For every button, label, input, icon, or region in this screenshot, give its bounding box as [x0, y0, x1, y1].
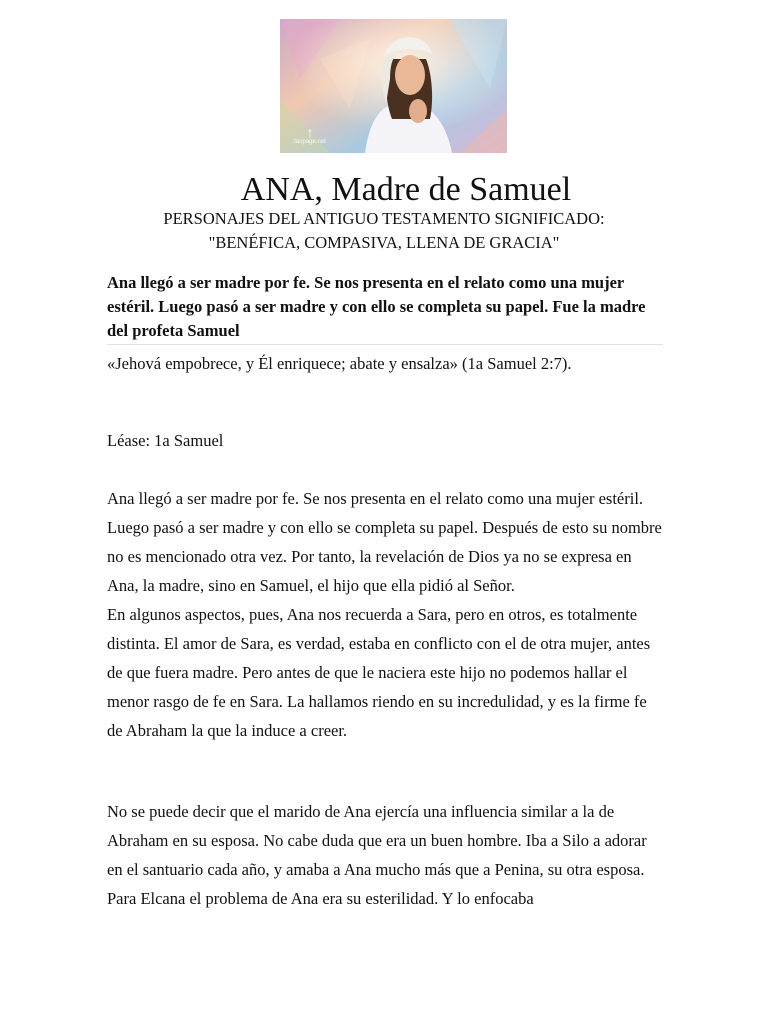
subtitle-line-2: "BENÉFICA, COMPASIVA, LLENA DE GRACIA" [208, 233, 560, 252]
arrow-up-icon: ↑ [306, 124, 314, 140]
paragraph-sara: En algunos aspectos, pues, Ana nos recuerda a Sara, pero en otros, es totalmente distinta. El amor de Sara, es verdad, estaba en conflicto con el de otra mujer, antes de que fuera madre. Pero antes de que le naciera este hijo no podemos hallar el menor rasgo de fe en Sara. La hallamos riendo en su incredulidad, y es la firme fe de Abraham la que la induce a creer. [107, 605, 651, 740]
bible-quote: «Jehová empobrece, y Él enriquece; abate y ensalza» (1a Samuel 2:7). [107, 354, 572, 373]
page-title: ANA, Madre de Samuel [240, 171, 572, 208]
divider [107, 344, 663, 345]
reading-reference: Léase: 1a Samuel [107, 431, 224, 450]
body-paragraph-2: No se puede decir que el marido de Ana ejercía una influencia similar a la de Abraham en su esposa. No cabe duda que era un buen hombre. Iba a Silo a adorar en el santuario cada año, y amaba a Ana mucho más que a Penina, su otra esposa. Para Elcana el problema de Ana era su esterilidad. Y lo enfocaba [107, 802, 647, 908]
watermark: ↑ fanpage.net [290, 125, 330, 145]
paragraph-ana: Ana llegó a ser madre por fe. Se nos presenta en el relato como una mujer estéril. Luego pasó a ser madre y con ello se completa su papel. Después de esto su nombre no es mencionado otra vez. Por tanto, la revelación de Dios ya no se expresa en Ana, la madre, sino en Samuel, el hijo que ella pidió al Señor. [107, 489, 662, 595]
subtitle-line-1: PERSONAJES DEL ANTIGUO TESTAMENTO SIGNIFICADO: [163, 209, 605, 228]
body-paragraph-1 [107, 484, 663, 745]
hero-image [280, 19, 507, 153]
lead-paragraph: Ana llegó a ser madre por fe. Se nos presenta en el relato como una mujer estéril. Luego pasó a ser madre y con ello se completa su papel. Fue la madre del profeta Samuel [107, 273, 646, 340]
